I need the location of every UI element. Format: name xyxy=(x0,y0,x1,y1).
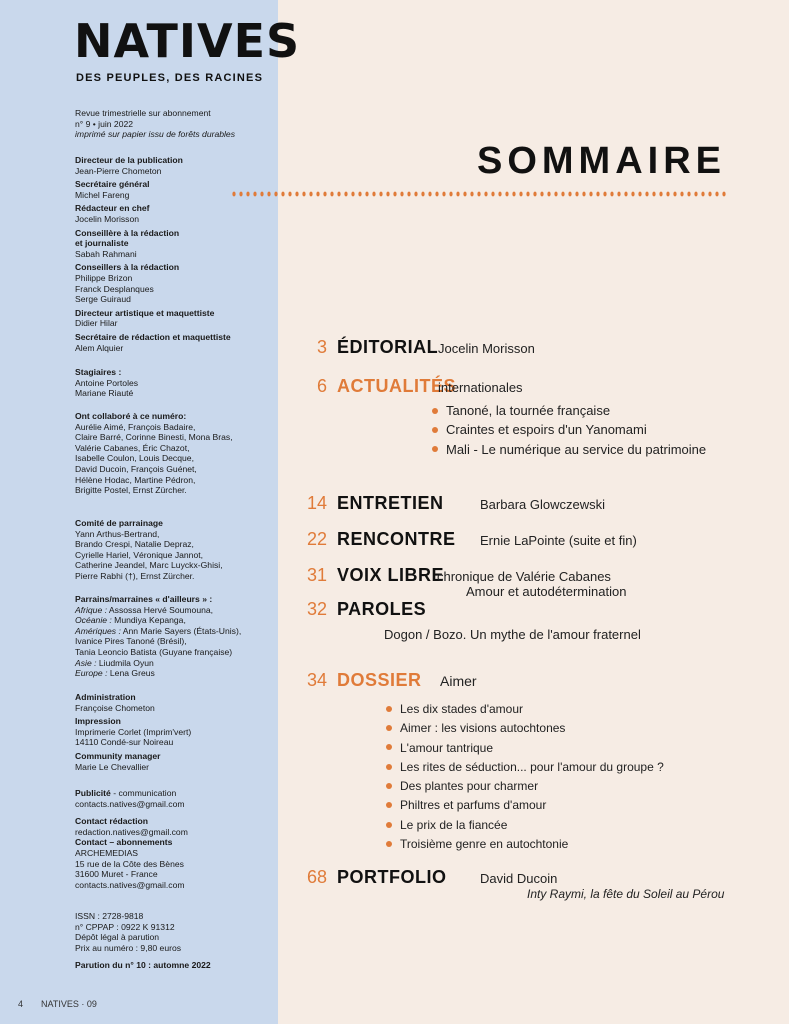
bullet-icon xyxy=(432,427,438,433)
parrain-line: Europe : Lena Greus xyxy=(75,668,155,679)
toc-sub: Amour et autodétermination xyxy=(466,584,627,599)
stagiaire-name: Mariane Riauté xyxy=(75,388,134,399)
contact-line: ARCHEMEDIAS xyxy=(75,847,139,858)
list-item: Le prix de la fiancée xyxy=(386,818,664,837)
contact-email: redaction.natives@gmail.com xyxy=(75,826,188,837)
info-line: Revue trimestrielle sur abonnement xyxy=(75,108,211,118)
toc-sub: internationales xyxy=(438,380,523,395)
toc-sub-italic: Inty Raymi, la fête du Soleil au Pérou xyxy=(527,887,725,901)
list-item: Aimer : les visions autochtones xyxy=(386,721,664,740)
staff-name: Sabah Rahmani xyxy=(75,248,137,259)
toc-page-number: 14 xyxy=(306,493,327,513)
contact-line: 15 rue de la Côte des Bènes xyxy=(75,858,184,869)
legal-line: Dépôt légal à parution xyxy=(75,932,160,943)
bullet-icon xyxy=(386,783,392,789)
parrain-line: Asie : Liudmila Oyun xyxy=(75,657,154,668)
bullet-icon xyxy=(386,841,392,847)
parrain-line: Amériques : Ann Marie Sayers (États-Unis), xyxy=(75,625,242,636)
parrains-role: Parrains/marraines « d'ailleurs » : xyxy=(75,594,213,604)
actualites-list xyxy=(432,403,706,461)
bullet-icon xyxy=(386,822,392,828)
parrain-line: Océanie : Mundiya Kepanga, xyxy=(75,615,186,626)
footer-label: NATIVES · 09 xyxy=(41,999,97,1009)
staff-name: Jean-Pierre Chometon xyxy=(75,165,162,176)
collaborateur-line: Isabelle Coulon, Louis Decque, xyxy=(75,453,194,464)
legal-line: Prix au numéro : 9,80 euros xyxy=(75,942,182,953)
staff-name: Serge Guiraud xyxy=(75,294,131,305)
dossier-list xyxy=(386,702,664,856)
staff-role: Secrétaire de rédaction et maquettiste xyxy=(75,331,231,342)
contact-role: Contact – abonnements xyxy=(75,837,173,848)
contact-email: contacts.natives@gmail.com xyxy=(75,798,185,809)
toc-sub: chronique de Valérie Cabanes xyxy=(437,569,611,584)
staff-role: Conseillers à la rédaction xyxy=(75,262,180,273)
contacts-block xyxy=(75,788,275,890)
legal-line: n° CPPAP : 0922 K 91312 xyxy=(75,921,175,932)
list-item: Des plantes pour charmer xyxy=(386,779,664,798)
bullet-icon xyxy=(386,706,392,712)
toc-page-number: 32 xyxy=(306,599,327,619)
list-item: Les dix stades d'amour xyxy=(386,702,664,721)
staff-role: Directeur de la publication xyxy=(75,155,183,165)
parrain-line: Afrique : Assossa Hervé Soumouna, xyxy=(75,604,214,615)
parrains-block xyxy=(75,594,275,679)
staff-name: Didier Hilar xyxy=(75,318,118,329)
toc-heading-editorial: ÉDITORIAL xyxy=(337,337,439,357)
staff-role: Directeur artistique et maquettiste xyxy=(75,307,215,318)
stagiaires-role: Stagiaires : xyxy=(75,367,122,377)
collaborateur-line: Aurélie Aimé, François Badaire, xyxy=(75,421,196,432)
staff-name: Jocelin Morisson xyxy=(75,213,139,224)
toc-sub: Aimer xyxy=(440,673,477,689)
toc-page-number: 68 xyxy=(306,867,327,887)
admin-name: Françoise Chometon xyxy=(75,702,155,713)
admin-name: 14110 Condé-sur Noireau xyxy=(75,737,174,748)
dotted-rule xyxy=(232,190,727,198)
toc-page-number: 31 xyxy=(306,565,327,585)
comite-line: Catherine Jeandel, Marc Luyckx-Ghisi, xyxy=(75,560,223,571)
list-item: Troisième genre en autochtonie xyxy=(386,837,664,856)
bullet-icon xyxy=(386,802,392,808)
collaborateur-line: Brigitte Postel, Ernst Zürcher. xyxy=(75,485,187,496)
masthead-info xyxy=(75,108,275,140)
contact-role: Publicité - communication xyxy=(75,788,177,798)
tagline: DES PEUPLES, DES RACINES xyxy=(76,72,264,84)
contact-role: Contact rédaction xyxy=(75,816,149,827)
info-italic: imprimé sur papier issu de forêts durables xyxy=(75,129,236,140)
staff-name: Philippe Brizon xyxy=(75,272,133,283)
bullet-icon xyxy=(386,744,392,750)
comite-line: Pierre Rabhi (†), Ernst Zürcher. xyxy=(75,570,195,581)
toc-sub: David Ducoin xyxy=(480,871,558,886)
comite-role: Comité de parrainage xyxy=(75,518,163,528)
next-issue: Parution du n° 10 : automne 2022 xyxy=(75,960,211,971)
page-title: SOMMAIRE xyxy=(477,140,726,182)
staff-block xyxy=(75,155,275,353)
bullet-icon xyxy=(432,446,438,452)
staff-role: Rédacteur en chef xyxy=(75,203,150,214)
list-item: Tanoné, la tournée française xyxy=(432,403,706,422)
contact-line: 31600 Muret - France xyxy=(75,869,158,880)
toc-heading-portfolio: PORTFOLIO xyxy=(337,867,447,887)
staff-name: Franck Desplanques xyxy=(75,283,154,294)
bullet-icon xyxy=(386,764,392,770)
toc-page-number: 22 xyxy=(306,529,327,549)
staff-role: et journaliste xyxy=(75,238,129,249)
collaborateur-line: Valérie Cabanes, Éric Chazot, xyxy=(75,442,190,453)
toc-sub: Ernie LaPointe (suite et fin) xyxy=(480,533,637,548)
collaborateur-line: Hélène Hodac, Martine Pédron, xyxy=(75,474,196,485)
admin-role: Administration xyxy=(75,692,136,702)
stagiaire-name: Antoine Portoles xyxy=(75,377,139,388)
parrain-line: Ivanice Pires Tanoné (Brésil), xyxy=(75,636,187,647)
contact-line: contacts.natives@gmail.com xyxy=(75,879,185,890)
toc-heading-voix-libre: VOIX LIBRE xyxy=(337,565,445,585)
admin-name: Imprimerie Corlet (Imprim'vert) xyxy=(75,726,192,737)
page-footer xyxy=(18,999,97,1009)
collaborateurs-block xyxy=(75,411,275,496)
toc-heading-paroles: PAROLES xyxy=(337,599,427,619)
toc-heading-rencontre: RENCONTRE xyxy=(337,529,456,549)
comite-line: Brando Crespi, Natalie Depraz, xyxy=(75,539,194,550)
comite-line: Cyrielle Hariel, Véronique Jannot, xyxy=(75,549,204,560)
toc-page-number: 3 xyxy=(316,337,327,357)
staff-name: Alem Alquier xyxy=(75,342,124,353)
parrain-line: Tania Leoncio Batista (Guyane française) xyxy=(75,646,233,657)
admin-block xyxy=(75,692,275,772)
staff-name: Michel Fareng xyxy=(75,189,130,200)
collaborateurs-role: Ont collaboré à ce numéro: xyxy=(75,411,187,421)
natives-logo: NATIVES xyxy=(74,14,301,68)
page-number: 4 xyxy=(18,999,24,1009)
admin-role: Community manager xyxy=(75,750,161,761)
collaborateur-line: David Ducoin, François Guénet, xyxy=(75,463,197,474)
comite-block xyxy=(75,518,275,582)
toc-heading-entretien: ENTRETIEN xyxy=(337,493,444,513)
legal-line: ISSN : 2728-9818 xyxy=(75,911,144,921)
list-item: Mali - Le numérique au service du patrimoine xyxy=(432,442,706,461)
toc-heading-dossier: DOSSIER xyxy=(337,670,422,690)
toc-page-number: 34 xyxy=(306,670,327,690)
toc-sub: Barbara Glowczewski xyxy=(480,497,605,512)
list-item: Les rites de séduction... pour l'amour du groupe ? xyxy=(386,760,664,779)
list-item: Craintes et espoirs d'un Yanomami xyxy=(432,422,706,441)
stagiaires-block xyxy=(75,367,275,399)
toc-sub: Jocelin Morisson xyxy=(438,341,535,356)
admin-role: Impression xyxy=(75,716,121,727)
bullet-icon xyxy=(386,725,392,731)
comite-line: Yann Arthus-Bertrand, xyxy=(75,528,160,539)
legal-block xyxy=(75,911,275,971)
toc-sub: Dogon / Bozo. Un mythe de l'amour fraternel xyxy=(384,627,641,642)
list-item: Philtres et parfums d'amour xyxy=(386,798,664,817)
bullet-icon xyxy=(432,408,438,414)
collaborateur-line: Claire Barré, Corinne Binesti, Mona Bras, xyxy=(75,432,233,443)
staff-role: Conseillère à la rédaction xyxy=(75,227,180,238)
toc-page-number: 6 xyxy=(316,376,327,396)
staff-role: Secrétaire général xyxy=(75,179,150,190)
admin-name: Marie Le Chevallier xyxy=(75,761,150,772)
info-line: n° 9 • juin 2022 xyxy=(75,118,134,129)
toc-heading-actualites: ACTUALITÉS xyxy=(337,376,456,396)
list-item: L'amour tantrique xyxy=(386,741,664,760)
